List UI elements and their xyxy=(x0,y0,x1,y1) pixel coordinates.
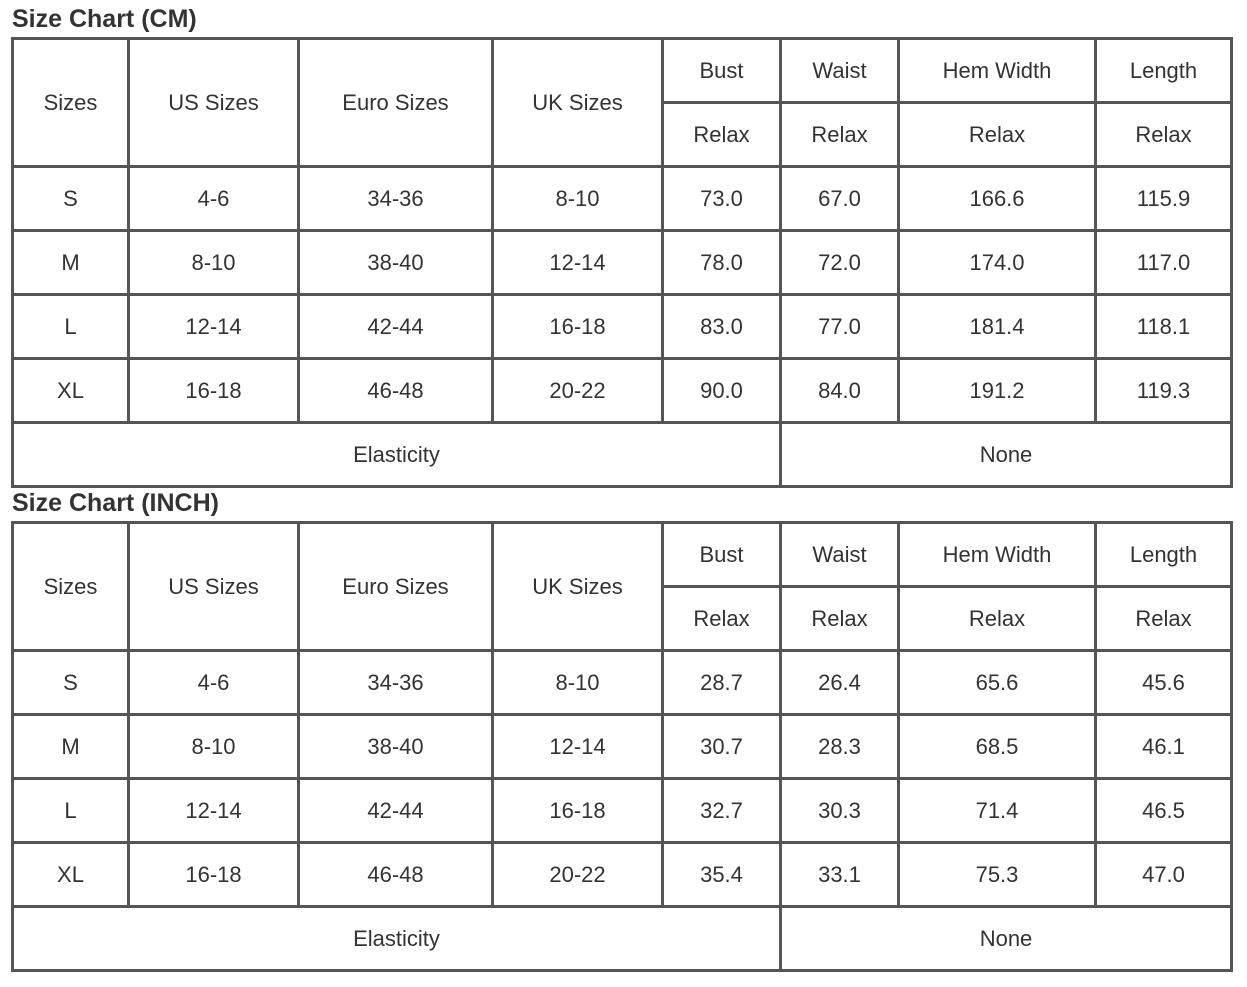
table-cell: 12-14 xyxy=(494,232,664,296)
table-cell: 4-6 xyxy=(130,168,300,232)
table-cell: 166.6 xyxy=(900,168,1097,232)
table-cell: 45.6 xyxy=(1097,652,1233,716)
header-uk-sizes: UK Sizes xyxy=(494,40,664,168)
footer-row xyxy=(14,908,1233,972)
table-row xyxy=(14,652,1233,716)
elasticity-label: Elasticity xyxy=(14,424,782,488)
header-length: Length xyxy=(1097,524,1233,588)
subheader-hem-relax: Relax xyxy=(900,104,1097,168)
table-cell: 12-14 xyxy=(130,780,300,844)
table-cell: 75.3 xyxy=(900,844,1097,908)
table-cell: 12-14 xyxy=(130,296,300,360)
subheader-hem-relax: Relax xyxy=(900,588,1097,652)
table-cell: 117.0 xyxy=(1097,232,1233,296)
table-cell: 68.5 xyxy=(900,716,1097,780)
table-cell: 90.0 xyxy=(664,360,782,424)
table-cell: 71.4 xyxy=(900,780,1097,844)
table-cell: 20-22 xyxy=(494,360,664,424)
table-cell: 42-44 xyxy=(300,780,494,844)
table-cell: 8-10 xyxy=(130,716,300,780)
table-row xyxy=(14,360,1233,424)
table-cell: S xyxy=(14,652,130,716)
table-cell: 42-44 xyxy=(300,296,494,360)
table-cell: 46-48 xyxy=(300,360,494,424)
table-row xyxy=(14,716,1233,780)
table-cell: 16-18 xyxy=(494,780,664,844)
table-cell: 119.3 xyxy=(1097,360,1233,424)
table-row xyxy=(14,232,1233,296)
table-cell: 32.7 xyxy=(664,780,782,844)
table-cell: 191.2 xyxy=(900,360,1097,424)
table-row xyxy=(14,780,1233,844)
subheader-waist-relax: Relax xyxy=(782,104,900,168)
table-cell: 46.1 xyxy=(1097,716,1233,780)
table-cell: 77.0 xyxy=(782,296,900,360)
table-cell: 46-48 xyxy=(300,844,494,908)
table-cell: 34-36 xyxy=(300,168,494,232)
header-uk-sizes: UK Sizes xyxy=(494,524,664,652)
table-cell: XL xyxy=(14,844,130,908)
table-row xyxy=(14,296,1233,360)
table-cell: 67.0 xyxy=(782,168,900,232)
table-cell: 115.9 xyxy=(1097,168,1233,232)
table-cell: 4-6 xyxy=(130,652,300,716)
table-cell: 16-18 xyxy=(130,360,300,424)
table-cell: 72.0 xyxy=(782,232,900,296)
size-chart-cm-title: Size Chart (CM) xyxy=(12,5,197,33)
elasticity-value: None xyxy=(782,908,1233,972)
table-cell: 28.7 xyxy=(664,652,782,716)
elasticity-label: Elasticity xyxy=(14,908,782,972)
size-chart-inch-table xyxy=(11,521,1233,972)
table-cell: 118.1 xyxy=(1097,296,1233,360)
header-us-sizes: US Sizes xyxy=(130,40,300,168)
subheader-length-relax: Relax xyxy=(1097,588,1233,652)
table-cell: 65.6 xyxy=(900,652,1097,716)
table-cell: 34-36 xyxy=(300,652,494,716)
header-waist: Waist xyxy=(782,40,900,104)
table-cell: L xyxy=(14,780,130,844)
header-row xyxy=(14,524,1233,588)
size-chart-inch-title: Size Chart (INCH) xyxy=(12,489,219,517)
size-chart-cm-table xyxy=(11,37,1233,488)
table-cell: 16-18 xyxy=(494,296,664,360)
table-cell: 84.0 xyxy=(782,360,900,424)
table-cell: 73.0 xyxy=(664,168,782,232)
table-cell: 33.1 xyxy=(782,844,900,908)
table-cell: 30.3 xyxy=(782,780,900,844)
table-cell: 38-40 xyxy=(300,716,494,780)
header-us-sizes: US Sizes xyxy=(130,524,300,652)
header-sizes: Sizes xyxy=(14,524,130,652)
subheader-waist-relax: Relax xyxy=(782,588,900,652)
table-cell: 30.7 xyxy=(664,716,782,780)
table-cell: 83.0 xyxy=(664,296,782,360)
table-cell: 20-22 xyxy=(494,844,664,908)
header-euro-sizes: Euro Sizes xyxy=(300,40,494,168)
header-row xyxy=(14,40,1233,104)
header-bust: Bust xyxy=(664,40,782,104)
table-cell: 35.4 xyxy=(664,844,782,908)
footer-row xyxy=(14,424,1233,488)
table-cell: 47.0 xyxy=(1097,844,1233,908)
elasticity-value: None xyxy=(782,424,1233,488)
table-cell: 8-10 xyxy=(494,652,664,716)
table-row xyxy=(14,844,1233,908)
table-cell: 46.5 xyxy=(1097,780,1233,844)
table-cell: 8-10 xyxy=(494,168,664,232)
table-cell: 8-10 xyxy=(130,232,300,296)
header-bust: Bust xyxy=(664,524,782,588)
table-cell: M xyxy=(14,716,130,780)
table-cell: 16-18 xyxy=(130,844,300,908)
header-hem-width: Hem Width xyxy=(900,40,1097,104)
table-cell: S xyxy=(14,168,130,232)
header-length: Length xyxy=(1097,40,1233,104)
table-cell: XL xyxy=(14,360,130,424)
table-cell: 12-14 xyxy=(494,716,664,780)
table-cell: 38-40 xyxy=(300,232,494,296)
table-cell: 26.4 xyxy=(782,652,900,716)
subheader-bust-relax: Relax xyxy=(664,104,782,168)
header-euro-sizes: Euro Sizes xyxy=(300,524,494,652)
table-row xyxy=(14,168,1233,232)
table-cell: M xyxy=(14,232,130,296)
subheader-bust-relax: Relax xyxy=(664,588,782,652)
header-waist: Waist xyxy=(782,524,900,588)
header-hem-width: Hem Width xyxy=(900,524,1097,588)
table-cell: 174.0 xyxy=(900,232,1097,296)
table-cell: 28.3 xyxy=(782,716,900,780)
table-cell: L xyxy=(14,296,130,360)
table-cell: 181.4 xyxy=(900,296,1097,360)
header-sizes: Sizes xyxy=(14,40,130,168)
table-cell: 78.0 xyxy=(664,232,782,296)
subheader-length-relax: Relax xyxy=(1097,104,1233,168)
